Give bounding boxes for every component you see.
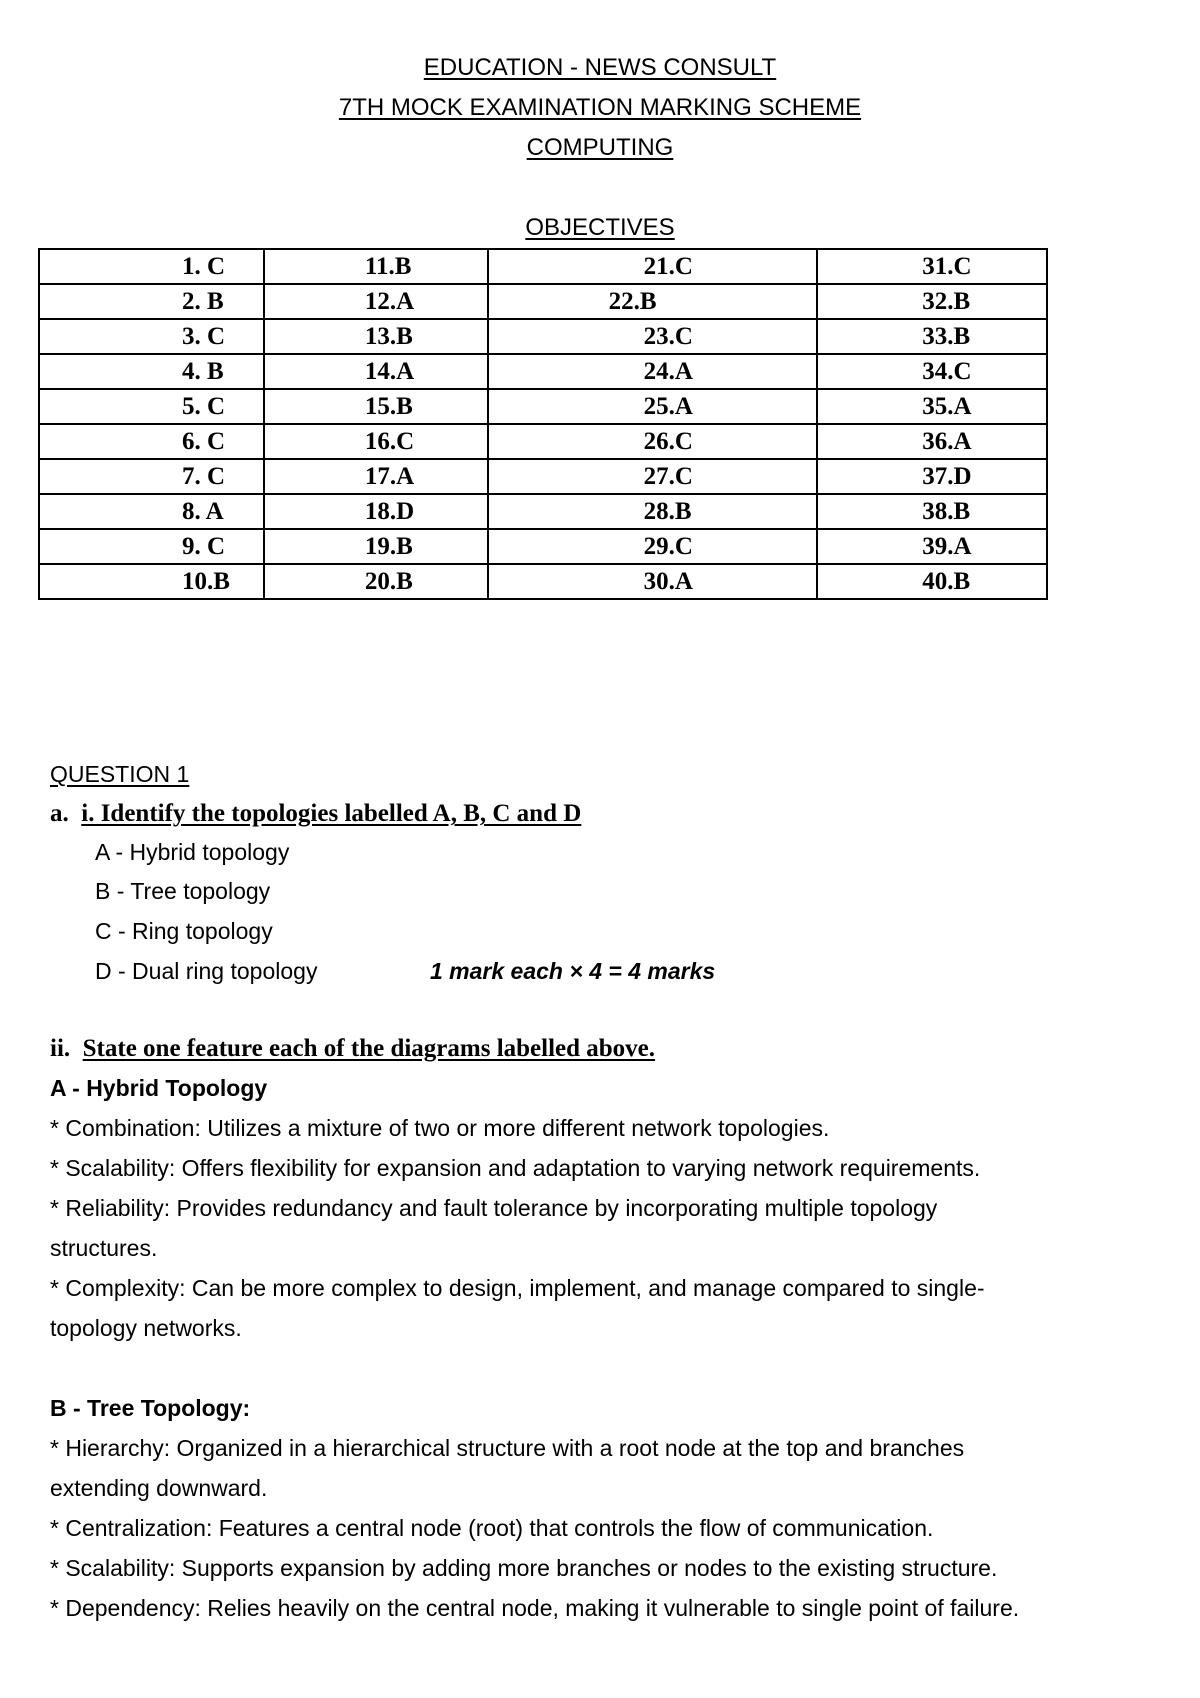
table-row bbox=[39, 459, 1047, 494]
table-cell: 6. C bbox=[39, 424, 264, 459]
table-cell: 8. A bbox=[39, 494, 264, 529]
table-cell: 4. B bbox=[39, 354, 264, 389]
table-cell: 12.A bbox=[264, 284, 488, 319]
table-cell: 19.B bbox=[264, 529, 488, 564]
hybrid-line: structures. bbox=[50, 1235, 158, 1261]
table-cell: 30.A bbox=[488, 564, 818, 599]
table-cell: 18.D bbox=[264, 494, 488, 529]
table-cell: 28.B bbox=[488, 494, 818, 529]
part-ii-text: State one feature each of the diagrams labelled above. bbox=[82, 1035, 656, 1062]
table-cell: 29.C bbox=[488, 529, 818, 564]
answer-b: B - Tree topology bbox=[95, 878, 271, 904]
hybrid-line: * Combination: Utilizes a mixture of two or more different network topologies. bbox=[50, 1115, 830, 1141]
exam-title: 7TH MOCK EXAMINATION MARKING SCHEME bbox=[338, 94, 862, 121]
table-cell: 5. C bbox=[39, 389, 264, 424]
table-cell: 14.A bbox=[264, 354, 488, 389]
table-cell: 15.B bbox=[264, 389, 488, 424]
table-cell: 26.C bbox=[488, 424, 818, 459]
table-cell: 25.A bbox=[488, 389, 818, 424]
table-cell: 40.B bbox=[817, 564, 1047, 599]
table-cell: 34.C bbox=[817, 354, 1047, 389]
table-cell: 31.C bbox=[817, 249, 1047, 284]
part-ii-label: ii. bbox=[50, 1035, 71, 1062]
table-cell: 22.B bbox=[488, 284, 818, 319]
answer-d: D - Dual ring topology bbox=[95, 958, 318, 984]
table-cell: 38.B bbox=[817, 494, 1047, 529]
table-cell: 2. B bbox=[39, 284, 264, 319]
table-cell: 32.B bbox=[817, 284, 1047, 319]
table-cell: 16.C bbox=[264, 424, 488, 459]
table-cell: 23.C bbox=[488, 319, 818, 354]
table-row bbox=[39, 529, 1047, 564]
tree-line: * Hierarchy: Organized in a hierarchical structure with a root node at the top and branches bbox=[50, 1435, 965, 1461]
table-cell: 20.B bbox=[264, 564, 488, 599]
table-cell: 24.A bbox=[488, 354, 818, 389]
answer-a: A - Hybrid topology bbox=[95, 839, 290, 865]
table-row bbox=[39, 284, 1047, 319]
part-a-i-text: i. Identify the topologies labelled A, B, C and D bbox=[81, 800, 582, 827]
hybrid-line: * Complexity: Can be more complex to design, implement, and manage compared to single- bbox=[50, 1275, 985, 1301]
table-cell: 3. C bbox=[39, 319, 264, 354]
part-a-label: a. bbox=[50, 800, 69, 827]
tree-line: extending downward. bbox=[50, 1475, 268, 1501]
table-cell: 33.B bbox=[817, 319, 1047, 354]
table-cell: 7. C bbox=[39, 459, 264, 494]
table-cell: 36.A bbox=[817, 424, 1047, 459]
question-1-heading: QUESTION 1 bbox=[50, 761, 190, 787]
tree-line: * Scalability: Supports expansion by adding more branches or nodes to the existing structure. bbox=[50, 1555, 998, 1581]
hybrid-heading: A - Hybrid Topology bbox=[50, 1075, 268, 1101]
table-row bbox=[39, 424, 1047, 459]
answer-c: C - Ring topology bbox=[95, 918, 273, 944]
tree-heading: B - Tree Topology: bbox=[50, 1395, 251, 1421]
subject-title: COMPUTING bbox=[526, 134, 674, 161]
table-row bbox=[39, 389, 1047, 424]
table-row bbox=[39, 249, 1047, 284]
tree-line: * Centralization: Features a central node (root) that controls the flow of communication. bbox=[50, 1515, 934, 1541]
marks-note: 1 mark each × 4 = 4 marks bbox=[430, 958, 716, 984]
table-cell: 21.C bbox=[488, 249, 818, 284]
table-cell: 37.D bbox=[817, 459, 1047, 494]
objectives-heading: OBJECTIVES bbox=[525, 214, 675, 241]
table-row bbox=[39, 354, 1047, 389]
table-cell: 17.A bbox=[264, 459, 488, 494]
hybrid-line: * Reliability: Provides redundancy and fault tolerance by incorporating multiple topology bbox=[50, 1195, 938, 1221]
part-ii-heading bbox=[50, 1035, 655, 1063]
table-cell: 27.C bbox=[488, 459, 818, 494]
table-cell: 35.A bbox=[817, 389, 1047, 424]
table-cell: 13.B bbox=[264, 319, 488, 354]
hybrid-line: * Scalability: Offers flexibility for expansion and adaptation to varying network requirements. bbox=[50, 1155, 981, 1181]
table-cell: 10.B bbox=[39, 564, 264, 599]
table-cell: 39.A bbox=[817, 529, 1047, 564]
hybrid-line: topology networks. bbox=[50, 1315, 242, 1341]
table-cell: 1. C bbox=[39, 249, 264, 284]
table-cell: 11.B bbox=[264, 249, 488, 284]
table-cell: 9. C bbox=[39, 529, 264, 564]
tree-line: * Dependency: Relies heavily on the central node, making it vulnerable to single point of failure. bbox=[50, 1595, 1020, 1621]
table-row bbox=[39, 494, 1047, 529]
table-row bbox=[39, 564, 1047, 599]
objectives-answer-table bbox=[38, 248, 1048, 600]
part-a-i-heading bbox=[50, 800, 581, 828]
org-title: EDUCATION - NEWS CONSULT bbox=[423, 54, 777, 81]
table-row bbox=[39, 319, 1047, 354]
